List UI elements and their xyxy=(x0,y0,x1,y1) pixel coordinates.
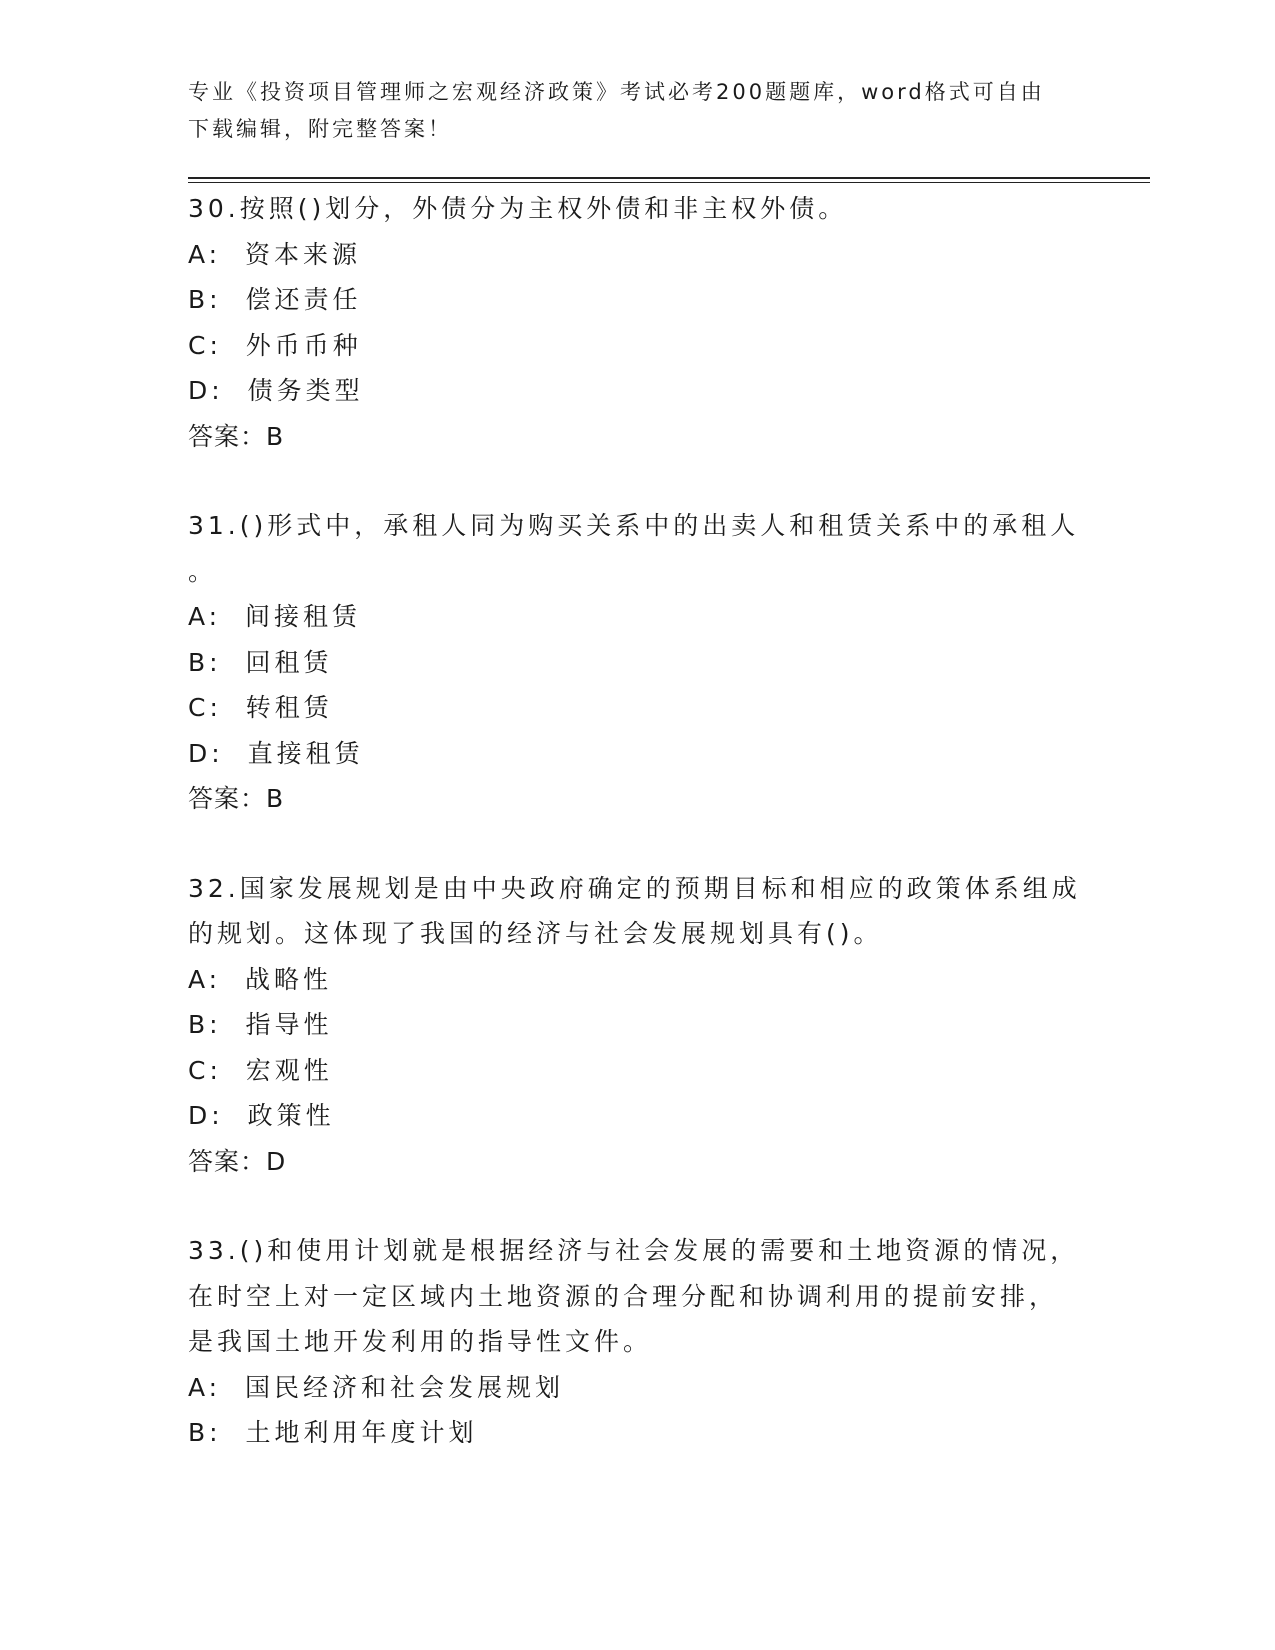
option-c: C: 外币币种 xyxy=(188,330,362,360)
document-header xyxy=(188,74,1068,148)
question-32 xyxy=(188,866,1088,1185)
question-stem-line-2: 的规划。这体现了我国的经济与社会发展规划具有()。 xyxy=(188,919,883,948)
option-b: B: 土地利用年度计划 xyxy=(188,1418,478,1447)
option-a: A: 战略性 xyxy=(188,964,332,994)
option-d: D: 政策性 xyxy=(188,1101,335,1130)
option-d: D: 直接租赁 xyxy=(188,738,364,768)
answer-line: 答案：B xyxy=(188,784,285,813)
option-b: B: 偿还责任 xyxy=(188,285,362,314)
header-title-line-2: 下载编辑，附完整答案！ xyxy=(188,117,452,141)
header-title-line-1: 专业《投资项目管理师之宏观经济政策》考试必考200题题库，word格式可自由 xyxy=(188,80,1045,104)
question-list xyxy=(188,186,1088,1500)
question-stem-line-2: 。 xyxy=(188,556,218,586)
option-c: C: 宏观性 xyxy=(188,1055,333,1085)
question-stem-line-1: 32.国家发展规划是由中央政府确定的预期目标和相应的政策体系组成 xyxy=(188,873,1081,903)
question-stem-line-2: 在时空上对一定区域内土地资源的合理分配和协调利用的提前安排， xyxy=(188,1281,1059,1311)
answer-line: 答案：D xyxy=(188,1146,287,1176)
question-stem: 30.按照()划分，外债分为主权外债和非主权外债。 xyxy=(188,194,848,223)
header-divider-thick xyxy=(188,177,1150,179)
option-a: A: 间接租赁 xyxy=(188,602,361,631)
option-c: C: 转租赁 xyxy=(188,693,333,722)
question-33 xyxy=(188,1228,1088,1456)
option-d: D: 债务类型 xyxy=(188,376,364,405)
question-31 xyxy=(188,503,1088,822)
question-stem-line-1: 33.()和使用计划就是根据经济与社会发展的需要和土地资源的情况， xyxy=(188,1236,1080,1265)
header-divider-thin xyxy=(188,182,1150,183)
question-30 xyxy=(188,186,1088,459)
question-stem-line-1: 31.()形式中，承租人同为购买关系中的出卖人和租赁关系中的承租人 xyxy=(188,511,1080,540)
answer-line: 答案：B xyxy=(188,421,285,451)
option-b: B: 回租赁 xyxy=(188,647,333,677)
option-a: A: 国民经济和社会发展规划 xyxy=(188,1372,564,1402)
option-b: B: 指导性 xyxy=(188,1010,333,1039)
option-a: A: 资本来源 xyxy=(188,239,361,269)
question-stem-line-3: 是我国土地开发利用的指导性文件。 xyxy=(188,1327,653,1356)
